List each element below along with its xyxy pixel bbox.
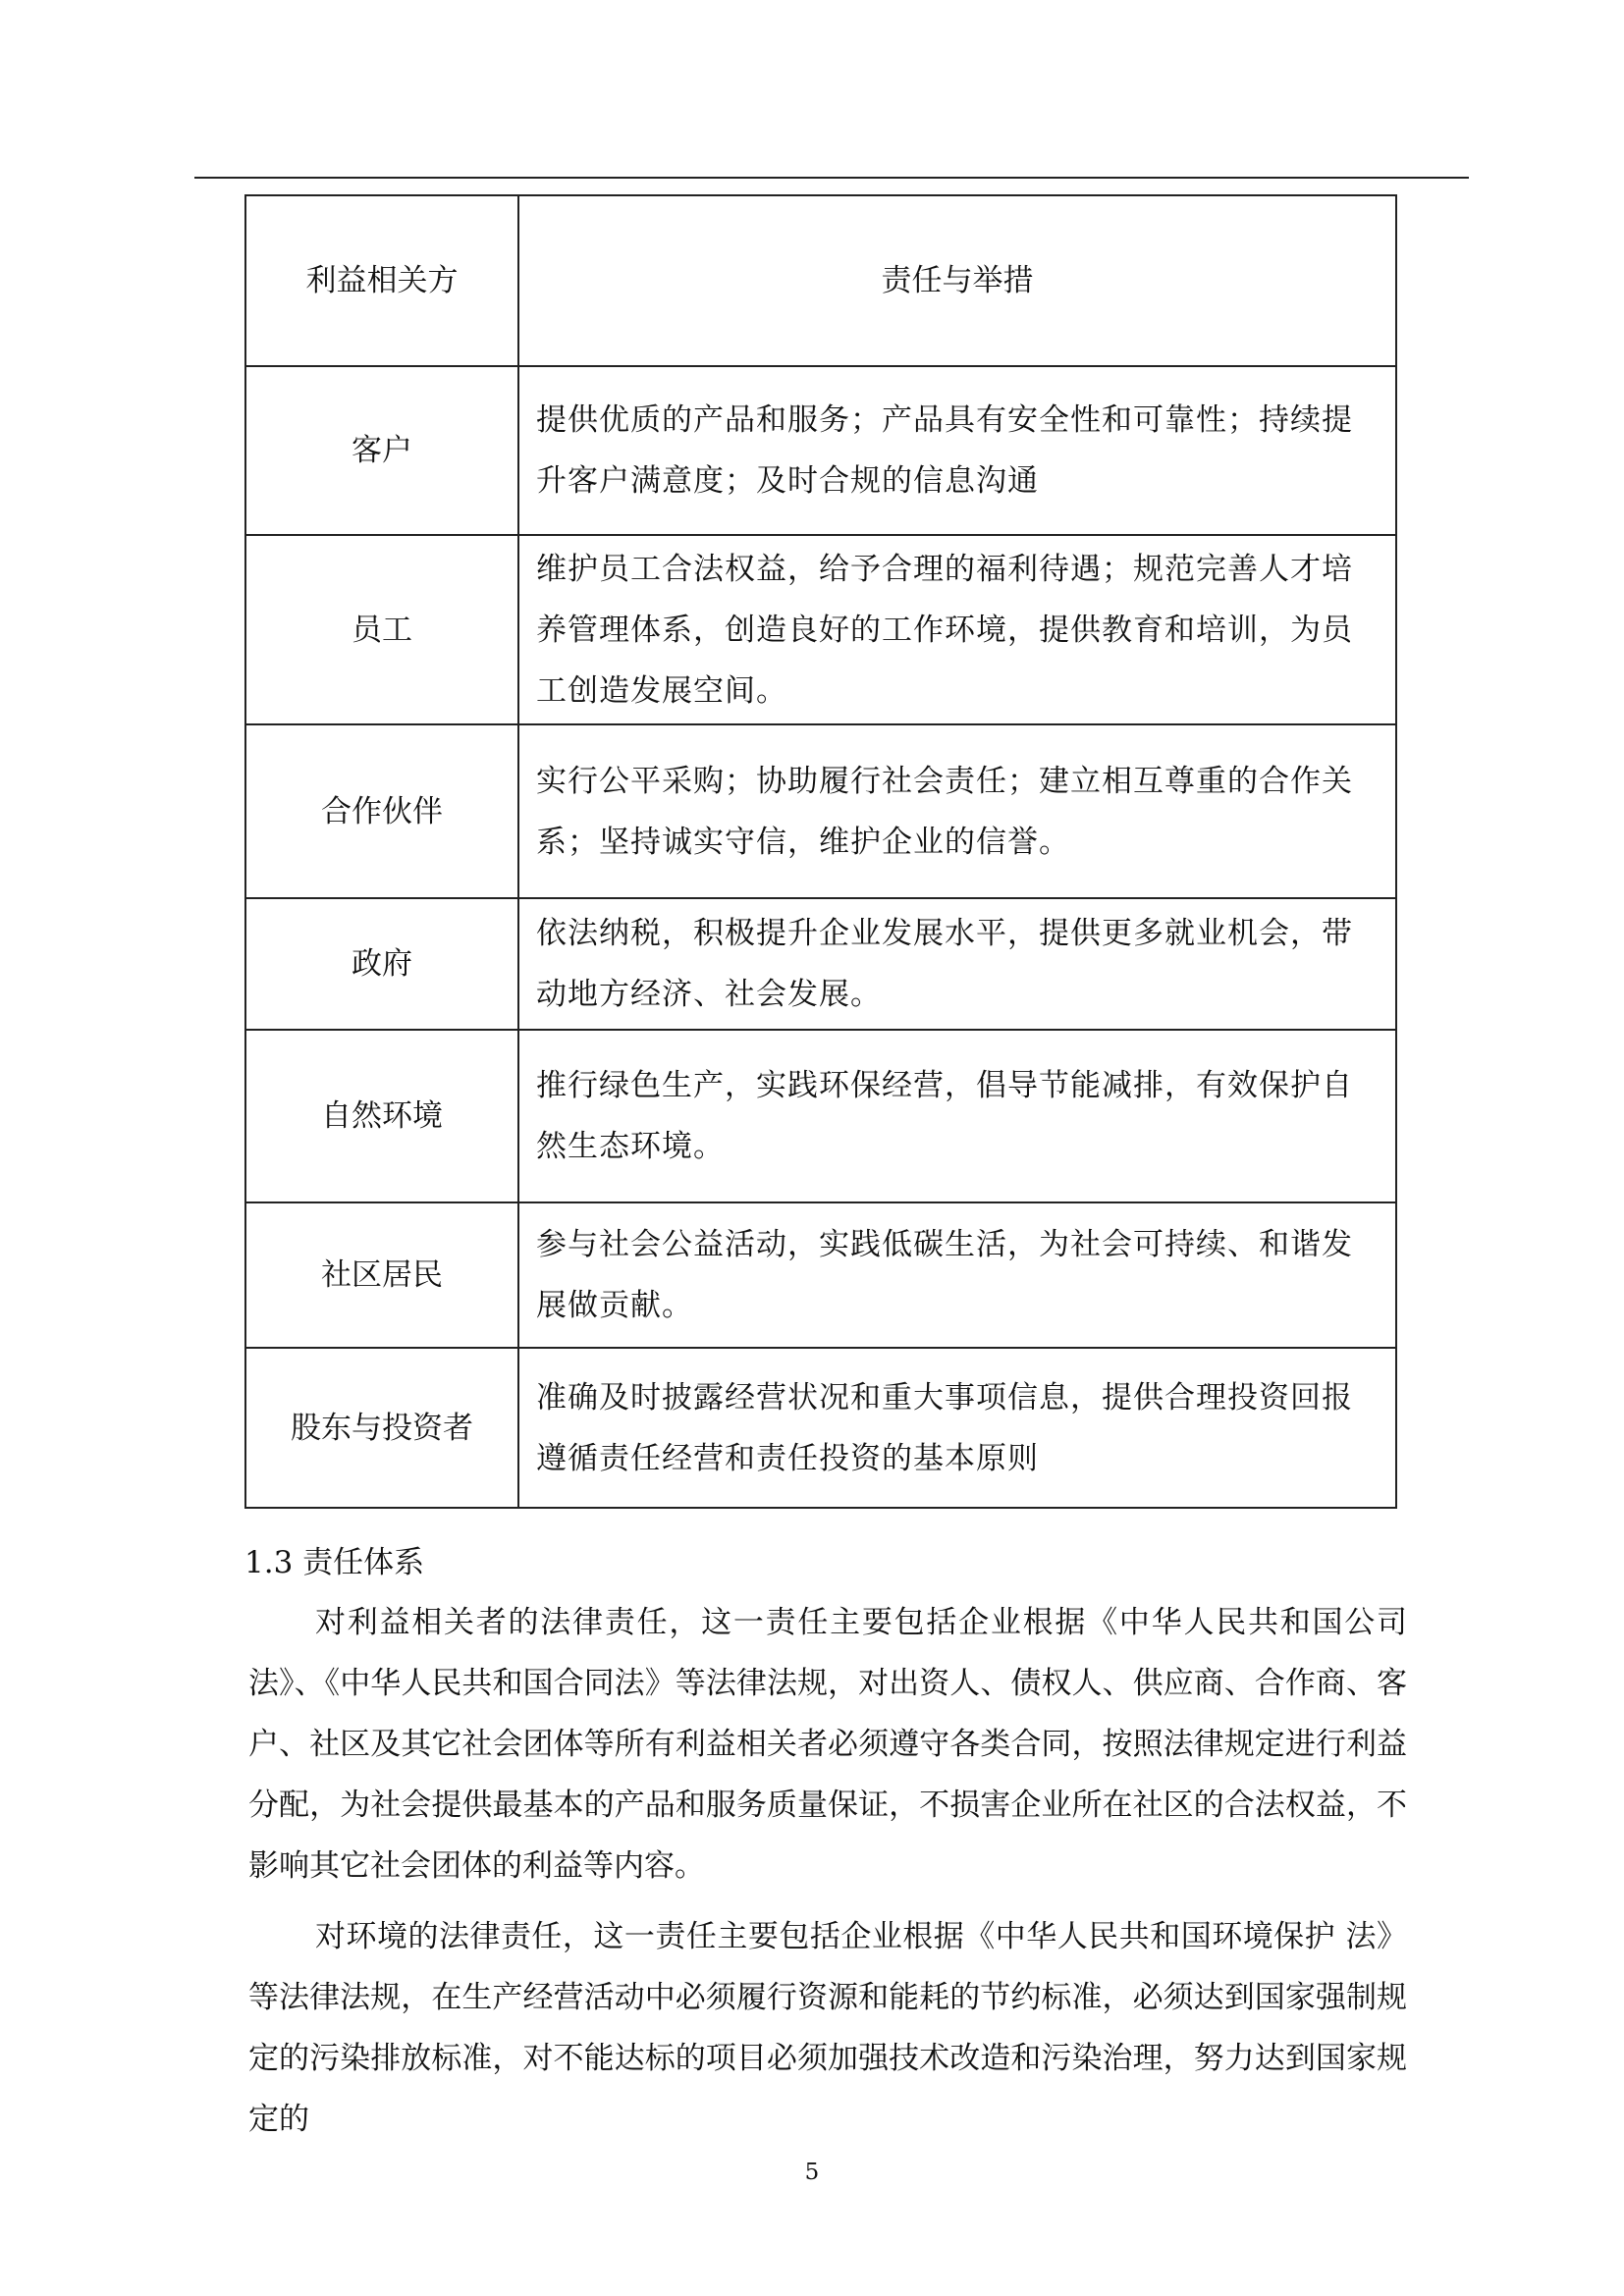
- table-row: [245, 535, 1396, 724]
- stakeholder-name: 社区居民: [245, 1202, 518, 1348]
- table-header-row: [245, 195, 1396, 366]
- stakeholder-name: 政府: [245, 898, 518, 1030]
- body-paragraph: 对利益相关者的法律责任，这一责任主要包括企业根据《中华人民共和国公司法》、《中华人民共和国合同法》等法律法规，对出资人、债权人、供应商、合作商、客户、社区及其它社会团体等所有利益相关者必须遵守各类合同，按照法律规定进行利益分配，为社会提供最基本的产品和服务质量保证，不损害企业所在社区的合法权益，不影响其它社会团体的利益等内容。: [248, 1605, 1407, 1884]
- stakeholder-responsibility: 实行公平采购；协助履行社会责任；建立相互尊重的合作关系；坚持诚实守信，维护企业的信誉。: [518, 724, 1396, 898]
- stakeholder-responsibility: 维护员工合法权益，给予合理的福利待遇；规范完善人才培养管理体系，创造良好的工作环境，提供教育和培训，为员工创造发展空间。: [518, 535, 1396, 724]
- table-row: [245, 366, 1396, 535]
- stakeholder-responsibility: 准确及时披露经营状况和重大事项信息，提供合理投资回报遵循责任经营和责任投资的基本原则: [518, 1348, 1396, 1508]
- header-rule: [194, 177, 1469, 179]
- table-row: [245, 1030, 1396, 1202]
- stakeholder-name: 股东与投资者: [245, 1348, 518, 1508]
- body-paragraph: 对环境的法律责任，这一责任主要包括企业根据《中华人民共和国环境保护 法》等法律法规，在生产经营活动中必须履行资源和能耗的节约标准，必须达到国家强制规定的污染排放标准，对不能达标的项目必须加强技术改造和污染治理，努力达到国家规定的: [248, 1919, 1407, 2137]
- section-title: 1.3 责任体系: [244, 1545, 425, 1580]
- stakeholder-name: 客户: [245, 366, 518, 535]
- header-responsibility: 责任与举措: [518, 195, 1396, 366]
- table-row: [245, 1348, 1396, 1508]
- table-row: [245, 724, 1396, 898]
- stakeholder-responsibility: 依法纳税，积极提升企业发展水平，提供更多就业机会，带动地方经济、社会发展。: [518, 898, 1396, 1030]
- stakeholder-table: [244, 194, 1397, 1509]
- stakeholder-name: 合作伙伴: [245, 724, 518, 898]
- stakeholder-name: 员工: [245, 535, 518, 724]
- table-row: [245, 1202, 1396, 1348]
- table-row: [245, 898, 1396, 1030]
- header-stakeholder: 利益相关方: [245, 195, 518, 366]
- stakeholder-responsibility: 参与社会公益活动，实践低碳生活，为社会可持续、和谐发展做贡献。: [518, 1202, 1396, 1348]
- stakeholder-responsibility: 推行绿色生产，实践环保经营，倡导节能减排，有效保护自然生态环境。: [518, 1030, 1396, 1202]
- stakeholder-responsibility: 提供优质的产品和服务；产品具有安全性和可靠性；持续提升客户满意度；及时合规的信息沟通: [518, 366, 1396, 535]
- stakeholder-name: 自然环境: [245, 1030, 518, 1202]
- page-number: 5: [804, 2160, 820, 2185]
